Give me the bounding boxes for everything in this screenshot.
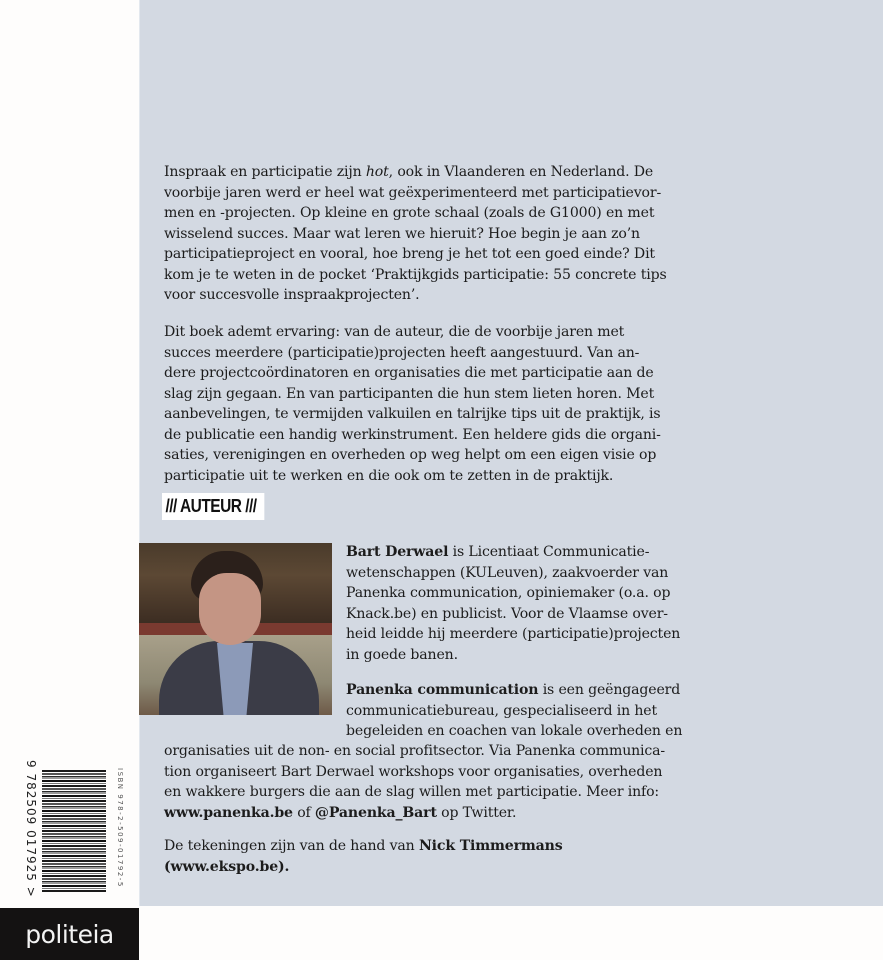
- author-bio-line: Panenka communication, opiniemaker (o.a. op: [346, 585, 671, 601]
- intro-line: voorbije jaren werd er heel wat geëxperimenteerd met participatievor-: [164, 184, 662, 201]
- company-name: Panenka communication: [346, 682, 539, 698]
- company-twitter-handle: @Panenka_Bart: [314, 804, 437, 821]
- author-bio-line: heid leidde hij meerdere (participatie)projecten: [346, 626, 681, 642]
- isbn-label: ISBN 978-2-509-01792-5: [116, 768, 124, 888]
- company-text: op Twitter.: [436, 804, 517, 821]
- author-name: Bart Derwael: [346, 544, 449, 560]
- publisher-logo: [0, 908, 139, 960]
- experience-paragraph: [164, 322, 704, 486]
- experience-line: dere projectcoördinatoren en organisaties die met participatie aan de: [164, 365, 654, 381]
- company-line: begeleiden en coachen van lokale overheden en: [346, 723, 683, 739]
- section-label-auteur: /// AUTEUR ///: [162, 493, 264, 520]
- illustrator-website: (www.ekspo.be).: [164, 858, 290, 875]
- bottom-margin: [139, 906, 883, 960]
- barcode-block: [24, 760, 134, 905]
- intro-paragraph: [164, 162, 704, 306]
- intro-line: men en -projecten. Op kleine en grote schaal (zoals de G1000) en met: [164, 205, 655, 221]
- experience-line: slag zijn gegaan. En van participanten die hun stem lieten horen. Met: [164, 385, 655, 402]
- company-text: of: [292, 804, 315, 821]
- barcode-digits: 9 782509 017925 >: [24, 760, 38, 898]
- intro-line: [164, 162, 704, 183]
- photo-face: [199, 573, 261, 645]
- experience-line: Dit boek ademt ervaring: van de auteur, die de voorbije jaren met: [164, 324, 625, 340]
- credit-text: De tekeningen zijn van de hand van: [164, 838, 419, 854]
- experience-line: saties, verenigingen en overheden op weg helpt om een eigen visie op: [164, 447, 657, 463]
- credit-line: [164, 857, 709, 878]
- intro-line-text: , ook in Vlaanderen en Nederland. De: [388, 164, 654, 180]
- author-bio-line: wetenschappen (KULeuven), zaakvoerder van: [346, 564, 669, 581]
- credit-line: [164, 836, 709, 857]
- experience-line: succes meerdere (participatie)projecten heeft aangestuurd. Van an-: [164, 344, 640, 361]
- experience-line: aanbevelingen, te vermijden valkuilen en talrijke tips uit de praktijk, is: [164, 406, 661, 422]
- company-text: is een geëngageerd: [538, 682, 681, 698]
- author-bio: [346, 542, 706, 665]
- company-line: organisaties uit de non- en social profitsector. Via Panenka communica-: [164, 743, 666, 759]
- company-line: [346, 680, 706, 701]
- company-description: [346, 680, 706, 742]
- illustration-credit: [164, 836, 709, 877]
- company-line: en wakkere burgers die aan de slag willen met participatie. Meer info:: [164, 784, 660, 800]
- intro-line: voor succesvolle inspraakprojecten’.: [164, 287, 420, 303]
- company-line: tion organiseert Bart Derwael workshops voor organisaties, overheden: [164, 763, 663, 780]
- author-bio-text: is Licentiaat Communicatie-: [448, 544, 650, 560]
- intro-line-text: Inspraak en participatie zijn: [164, 164, 366, 180]
- illustrator-name: Nick Timmermans: [418, 838, 563, 854]
- company-website: www.panenka.be: [164, 804, 293, 821]
- intro-italic-word: hot: [365, 164, 389, 180]
- company-contact-line: [164, 803, 709, 824]
- experience-line: participatie uit te werken en die ook om te zetten in de praktijk.: [164, 467, 614, 484]
- intro-line: participatieproject en vooral, hoe breng je het tot een goed einde? Dit: [164, 246, 655, 262]
- author-photo: [139, 543, 332, 715]
- author-bio-line: in goede banen.: [346, 646, 458, 663]
- company-description-continued: [164, 741, 709, 823]
- intro-line: kom je te weten in de pocket ‘Praktijkgids participatie: 55 concrete tips: [164, 266, 667, 283]
- barcode-bars: [42, 770, 106, 892]
- intro-line: wisselend succes. Maar wat leren we hieruit? Hoe begin je aan zo’n: [164, 225, 640, 242]
- publisher-name: politeia: [25, 919, 114, 949]
- author-bio-line: [346, 542, 706, 563]
- author-bio-line: Knack.be) en publicist. Voor de Vlaamse over-: [346, 605, 668, 622]
- company-line: communicatiebureau, gespecialiseerd in het: [346, 702, 657, 719]
- experience-line: de publicatie een handig werkinstrument. Een heldere gids die organi-: [164, 426, 661, 443]
